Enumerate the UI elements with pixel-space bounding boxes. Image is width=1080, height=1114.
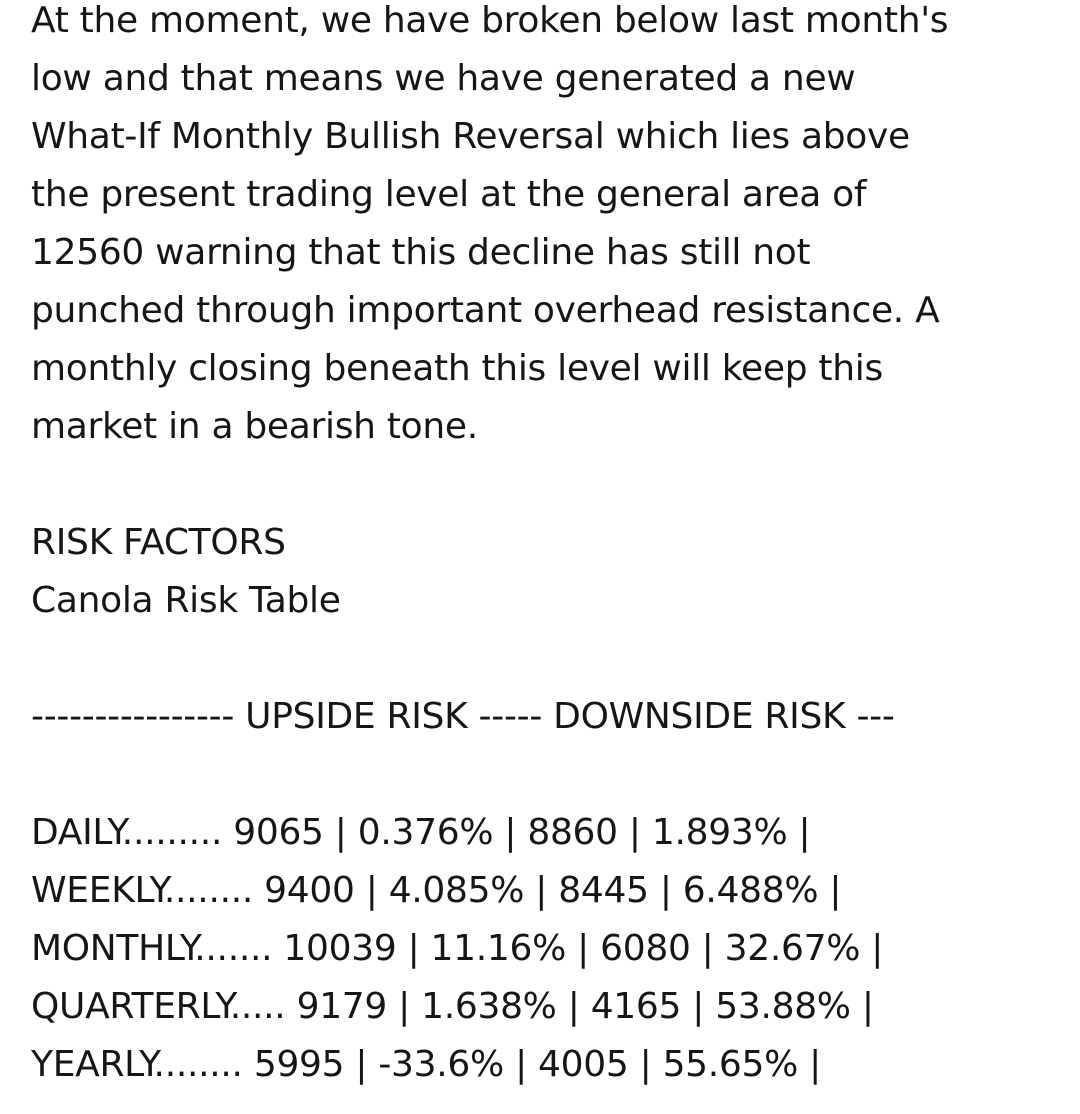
risk-table-row-yearly: YEARLY........ 5995 | -33.6% | 4005 | 55.65% | bbox=[31, 1044, 822, 1085]
paragraph-line: 12560 warning that this decline has still not bbox=[31, 232, 811, 273]
risk-table-row-weekly: WEEKLY........ 9400 | 4.085% | 8445 | 6.488% | bbox=[31, 870, 842, 911]
paragraph-line: monthly closing beneath this level will keep this bbox=[31, 348, 883, 389]
spacer bbox=[31, 456, 1061, 514]
spacer bbox=[31, 630, 1061, 688]
risk-table-row-monthly: MONTHLY....... 10039 | 11.16% | 6080 | 32.67% | bbox=[31, 928, 884, 969]
paragraph-line: low and that means we have generated a new bbox=[31, 58, 856, 99]
paragraph-line: What-If Monthly Bullish Reversal which lies above bbox=[31, 116, 910, 157]
risk-table bbox=[31, 804, 1061, 1094]
paragraph-line: At the moment, we have broken below last month's bbox=[31, 0, 949, 41]
risk-table-header: ---------------- UPSIDE RISK ----- DOWNSIDE RISK --- bbox=[31, 696, 895, 737]
risk-table-row-quarterly: QUARTERLY..... 9179 | 1.638% | 4165 | 53.88% | bbox=[31, 986, 874, 1027]
paragraph-line: the present trading level at the general area of bbox=[31, 174, 867, 215]
risk-table-row-daily: DAILY......... 9065 | 0.376% | 8860 | 1.893% | bbox=[31, 812, 811, 853]
paragraph-line: punched through important overhead resistance. A bbox=[31, 290, 940, 331]
section-heading: RISK FACTORS bbox=[31, 522, 286, 563]
spacer bbox=[31, 746, 1061, 804]
article-paragraph bbox=[31, 0, 1061, 456]
article-body bbox=[31, 0, 1061, 1094]
paragraph-line: market in a bearish tone. bbox=[31, 406, 478, 447]
risk-table-title: Canola Risk Table bbox=[31, 580, 341, 621]
